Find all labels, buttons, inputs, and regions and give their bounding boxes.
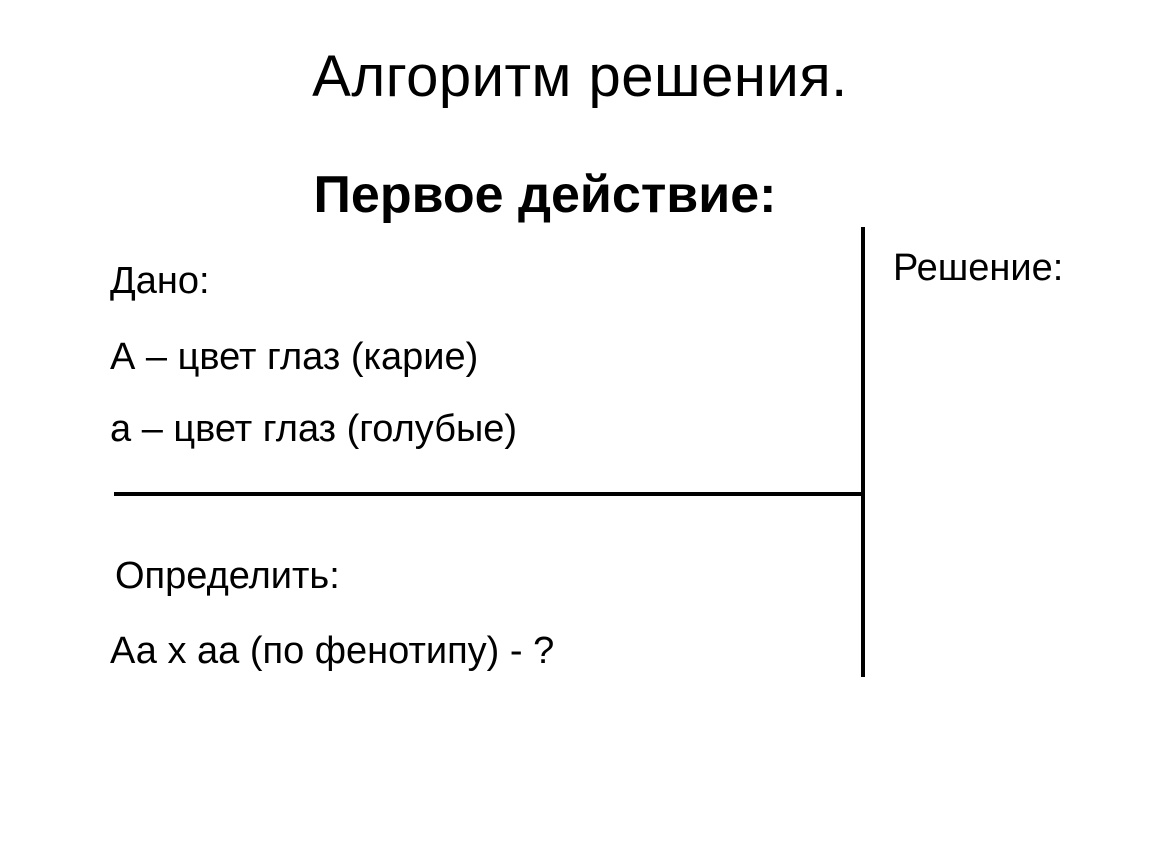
slide-title: Алгоритм решения.	[312, 44, 848, 109]
solution-label: Решение:	[893, 247, 1064, 289]
given-label: Дано:	[110, 260, 210, 302]
vertical-divider	[861, 227, 865, 677]
given-line-dominant: А – цвет глаз (карие)	[110, 336, 479, 378]
find-line-cross: Аа х аа (по фенотипу) - ?	[110, 630, 555, 672]
find-label: Определить:	[115, 555, 340, 597]
horizontal-divider	[114, 492, 865, 496]
given-line-recessive: а – цвет глаз (голубые)	[110, 408, 518, 450]
slide-subtitle: Первое действие:	[313, 166, 777, 224]
